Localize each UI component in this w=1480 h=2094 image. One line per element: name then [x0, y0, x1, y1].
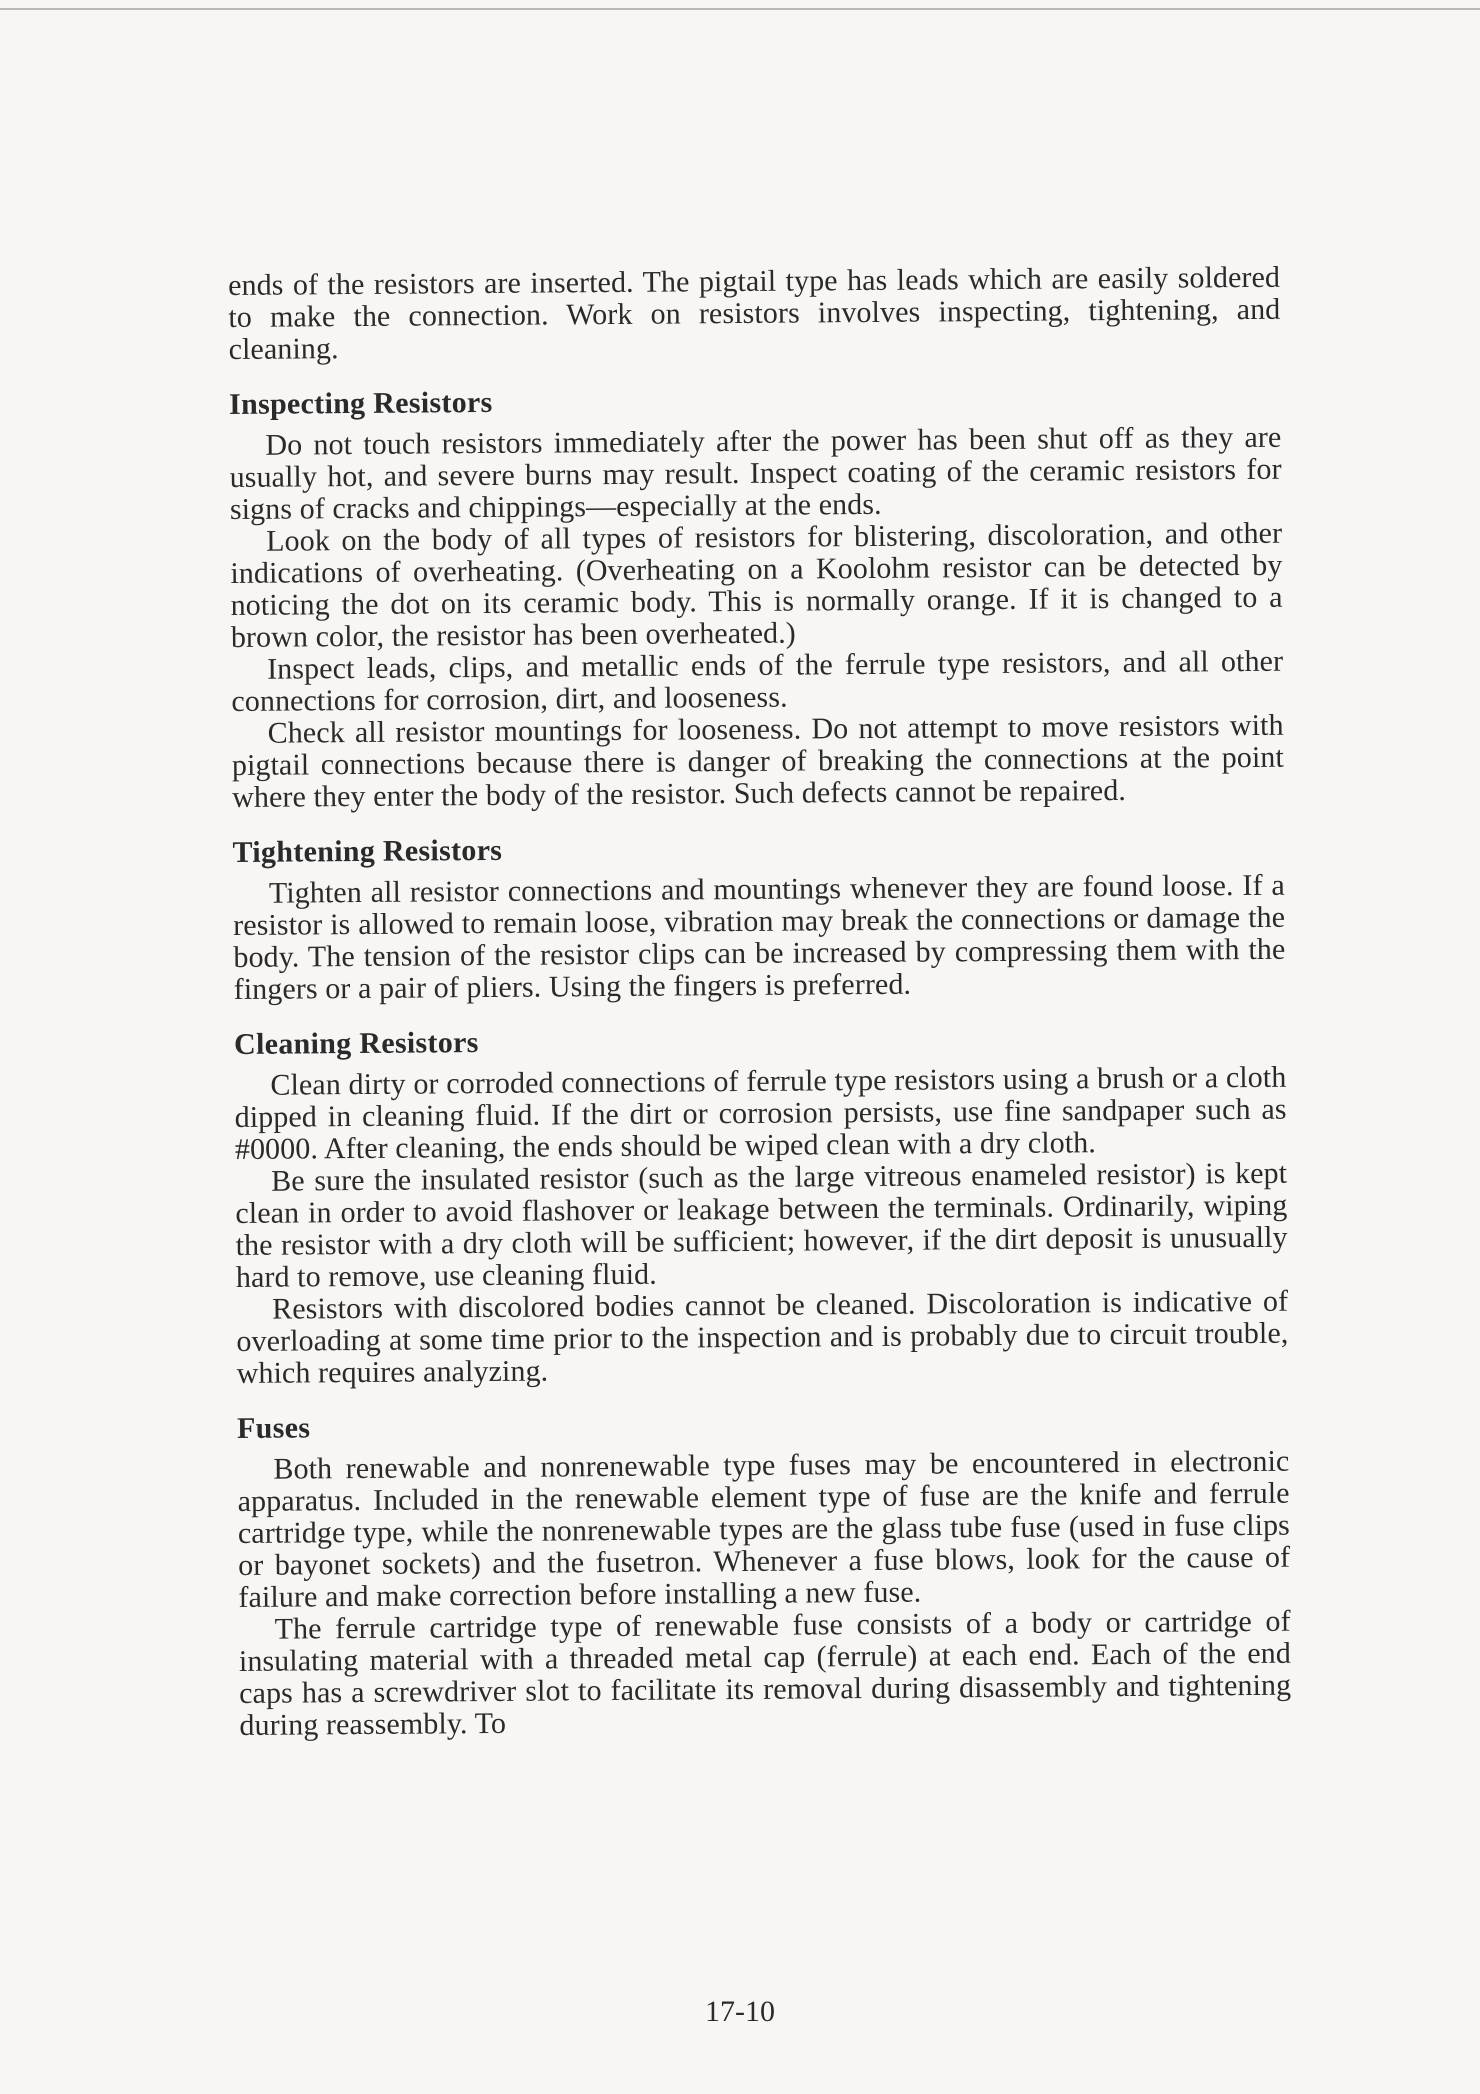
paragraph: Both renewable and nonrenewable type fuses may be encountered in electronic apparatus. Included in the renewable element type of fuse are the knife and ferrule cartridge type, while the nonrenewable types are the glass tube fuse (used in fuse clips or bayonet sockets) and the fusetron. Whenever a fuse blows, look for the cause of failure and make correction before installing a new fuse.	[237, 1444, 1291, 1614]
paragraph: Clean dirty or corroded connections of ferrule type resistors using a brush or a cloth dipped in cleaning fluid. If the dirt or corrosion persists, use fine sandpaper such as #0000. After cleaning, the ends should be wiped clean with a dry cloth.	[234, 1060, 1287, 1166]
section-heading-inspecting: Inspecting Resistors	[228, 385, 493, 421]
section-heading-tightening: Tightening Resistors	[232, 833, 503, 869]
page-number: 17-10	[705, 1995, 775, 2028]
paragraph: Check all resistor mountings for looseness. Do not attempt to move resistors with pigtail connections because there is danger of breaking the connections at the point where they enter the body of the resistor. Such defects cannot be repaired.	[231, 708, 1284, 814]
paragraph: Inspect leads, clips, and metallic ends of the ferrule type resistors, and all other connections for corrosion, dirt, and looseness.	[231, 644, 1284, 718]
paragraph: ends of the resistors are inserted. The pigtail type has leads which are easily soldered to make the connection. Work on resistors involves inspecting, tightening, and cleaning.	[227, 260, 1281, 366]
paragraph: Do not touch resistors immediately after the power has been shut off as they are usually hot, and severe burns may result. Inspect coating of the ceramic resistors for signs of cracks and chippings—especially at the ends.	[229, 420, 1282, 526]
paragraph: Be sure the insulated resistor (such as the large vitreous enameled resistor) is kept clean in order to avoid flashover or leakage between the terminals. Ordinarily, wiping the resistor with a dry cloth will be sufficient; however, if the dirt deposit is unusually hard to remove, use cleaning fluid.	[235, 1156, 1288, 1294]
section-heading-cleaning: Cleaning Resistors	[233, 1026, 479, 1061]
section-heading-fuses: Fuses	[236, 1411, 311, 1445]
paragraph: Look on the body of all types of resistors for blistering, discoloration, and other indications of overheating. (Overheating on a Koolohm resistor can be detected by noticing the dot on its ceramic body. This is normally orange. If it is changed to a brown color, the resistor has been overheated.)	[230, 516, 1283, 654]
scan-edge-line	[0, 8, 1480, 10]
paragraph: Resistors with discolored bodies cannot be cleaned. Discoloration is indicative of overloading at some time prior to the inspection and is probably due to circuit trouble, which requires analyzing.	[236, 1284, 1289, 1390]
page-text	[228, 262, 1292, 1742]
paragraph: Tighten all resistor connections and mountings whenever they are found loose. If a resistor is allowed to remain loose, vibration may break the connections or damage the body. The tension of the resistor clips can be increased by compressing them with the fingers or a pair of pliers. Using the fingers is preferred.	[233, 868, 1286, 1006]
paragraph: The ferrule cartridge type of renewable fuse consists of a body or cartridge of insulating material with a threaded metal cap (ferrule) at each end. Each of the end caps has a screwdriver slot to facilitate its removal during disassembly and tightening during reassembly. To	[238, 1604, 1292, 1742]
